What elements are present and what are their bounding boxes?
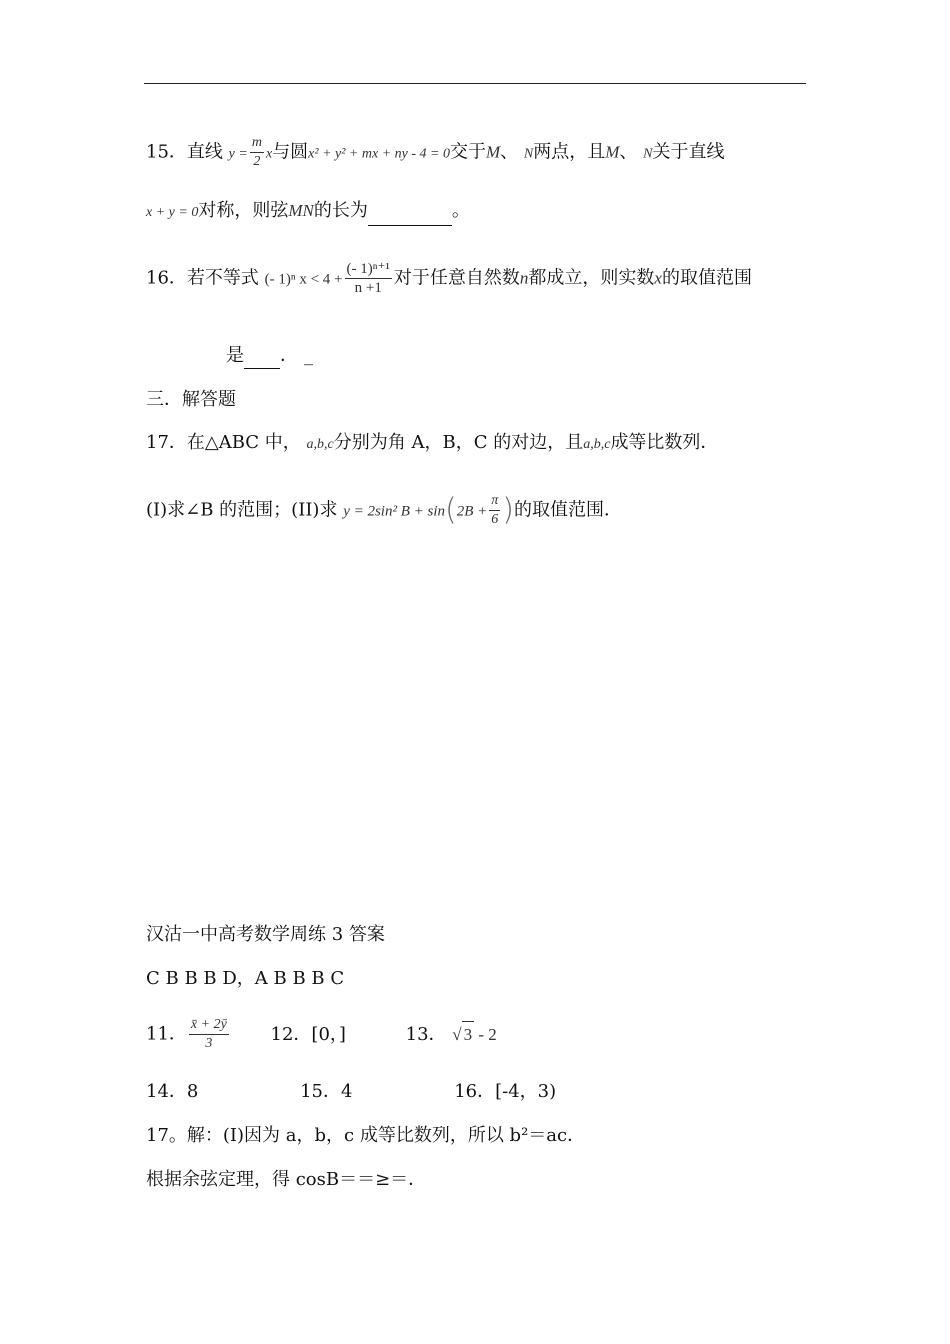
- answers-title: 汉沽一中高考数学周练 3 答案: [146, 924, 385, 945]
- answer-15: 15．4: [300, 1081, 353, 1102]
- fraction-pi-over-6: $\frac{\pi}{6}$: [491, 493, 499, 527]
- inequality-left: (- 1)ⁿ x < 4 +: [264, 271, 343, 288]
- answer-17-line2: 根据余弦定理，得 cosB＝＝≥＝．: [146, 1169, 427, 1190]
- q16-line1: 16．若不等式 (- 1)ⁿ x < 4 + $\frac{\text{(- 1)ⁿ⁺¹}}{n +1}$ 对于任意自然数n都成立，则实数x的取值范围: [146, 261, 752, 296]
- q17-line2: (I)求∠B 的范围；(II)求 y = 2sin² B + sin(2B + $\frac{\pi}{6}$ )的取值范围．: [146, 492, 623, 528]
- answers-14-16: [146, 1079, 556, 1105]
- q15-number: 15．: [146, 141, 187, 163]
- q15-line1: 15．直线 y = $\frac{m}{2}$ x与圆x² + y² + mx + ny - 4 = 0交于M、 N两点，且M、 N关于直线: [146, 135, 725, 169]
- answer-13: √ 3 - 2: [452, 1025, 497, 1044]
- circle-equation: x² + y² + mx + ny - 4 = 0: [308, 146, 450, 162]
- section-heading: 三．解答题: [146, 389, 236, 410]
- answer-blank: [244, 350, 280, 369]
- choice-answers: C B B B D，A B B B C: [146, 968, 345, 989]
- answer-blank: [368, 207, 452, 226]
- y-expression: y = 2sin² B + sin: [343, 503, 446, 520]
- answer-14: 14．8: [146, 1081, 199, 1102]
- answer-16: 16．[-4，3): [454, 1081, 557, 1102]
- answer-17-line1: 17。解：(I)因为 a，b，c 成等比数列，所以 b²＝ac．: [146, 1125, 586, 1146]
- q16-number: 16．: [146, 267, 187, 289]
- q16-line2: 是 ． _: [226, 343, 313, 369]
- answer-11-fraction: $\frac{x̄ + 2ȳ}{3}$: [190, 1017, 227, 1051]
- inequality-fraction: $\frac{\text{(- 1)ⁿ⁺¹}}{n +1}$: [346, 261, 390, 296]
- fraction-m-over-2: $\frac{m}{2}$: [251, 135, 262, 169]
- q15-line2: x + y = 0对称，则弦MN的长为 。: [146, 198, 470, 226]
- header-rule: [144, 83, 806, 84]
- q17-line1: 17．在△ABC 中， a,b,c分别为角 A，B，C 的对边，且a,b,c成等比数列．: [146, 432, 719, 453]
- answers-11-13: 11． $\frac{x̄ + 2ȳ}{3}$ 12．[0，] 13． √ 3 - 2: [146, 1017, 497, 1051]
- answer-12: 12．[0，]: [270, 1023, 346, 1045]
